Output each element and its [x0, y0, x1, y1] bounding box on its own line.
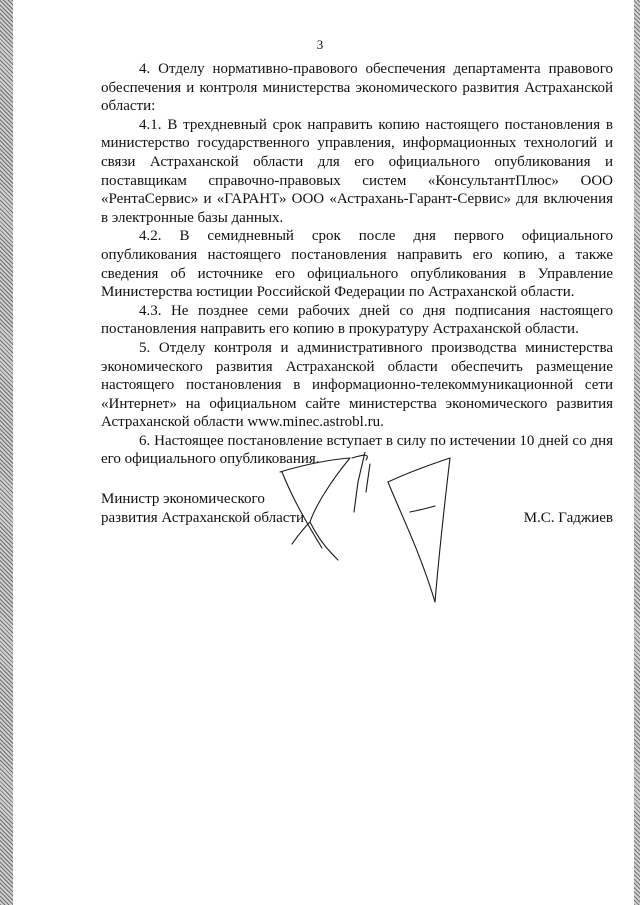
signer-position-line-2: развития Астраханской области [101, 509, 305, 526]
signer-name: М.С. Гаджиев [523, 509, 613, 526]
paragraph-4-1: 4.1. В трехдневный срок направить копию настоящего постановления в министерство государственного управления, информационных технологий и связи Астраханской области для его официального опубликования и поставщикам справочно-правовых систем «КонсультантПлюс» ООО «РентаСервис» и «ГАРАНТ» ООО «Астрахань-Гарант-Сервис» для включения в электронные базы данных. [101, 116, 613, 226]
paragraph-4-2: 4.2. В семидневный срок после дня первого официального опубликования настоящего постановления направить его копию, а также сведения об источнике его официального опубликования в Управление Министерства юстиции Российской Федерации по Астраханской области. [101, 228, 613, 301]
document-body [101, 60, 613, 469]
scan-edge-right [634, 0, 640, 905]
paragraph-4-3: 4.3. Не позднее семи рабочих дней со дня подписания настоящего постановления направить его копию в прокуратуру Астраханской области. [101, 302, 613, 338]
signer-position-line-1: Министр экономического [101, 491, 265, 507]
scan-edge-left [0, 0, 13, 905]
paragraph-5: 5. Отделу контроля и административного производства министерства экономического развития Астраханской области обеспечить размещение настоящего постановления в информационно-телекоммуникационной сети «Интернет» на официальном сайте министерства экономического развития Астраханской области www.minec.astrobl.ru. [101, 339, 613, 431]
page-number: 3 [316, 37, 324, 52]
paragraph-6: 6. Настоящее постановление вступает в силу по истечении 10 дней со дня его официального опубликования. [101, 432, 613, 468]
paragraph-4: 4. Отделу нормативно-правового обеспечения департамента правового обеспечения и контроля министерства экономического развития Астраханской области: [101, 61, 613, 115]
handwritten-signature [270, 452, 480, 612]
